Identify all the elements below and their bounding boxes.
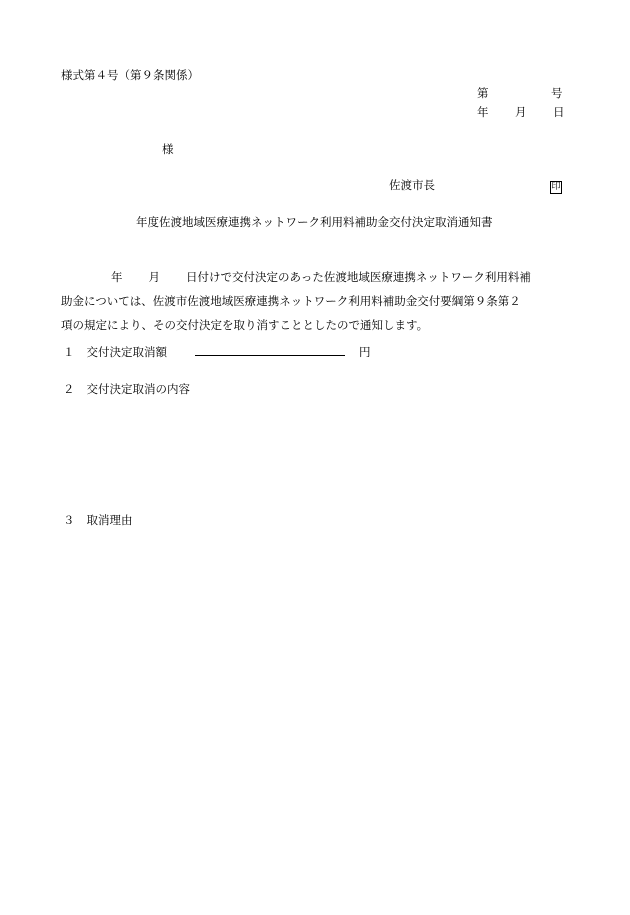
body-year: 年 <box>111 270 123 284</box>
item-2 <box>63 382 190 396</box>
body-line-2: 助金については、佐渡市佐渡地域医療連携ネットワーク利用料補助金交付要綱第９条第２ <box>61 294 521 308</box>
body-line-3: 項の規定により、その交付決定を取り消すこととしたので通知します。 <box>61 318 429 332</box>
amount-blank-line <box>195 345 345 356</box>
item-3 <box>63 513 133 527</box>
doc-number-dai: 第 <box>477 86 489 100</box>
item-1-label: 交付決定取消額 <box>86 345 167 359</box>
seal-mark: 印 <box>551 182 561 192</box>
item-3-number: ３ <box>63 513 75 527</box>
date-month: 月 <box>515 105 527 119</box>
item-1 <box>63 345 371 359</box>
item-3-label: 取消理由 <box>86 513 133 527</box>
body-paragraph <box>61 265 581 337</box>
date-year: 年 <box>477 105 489 119</box>
form-label: 様式第４号（第９条関係） <box>61 68 199 82</box>
doc-number-go: 号 <box>551 86 563 100</box>
body-line-1 <box>61 265 581 289</box>
date-day: 日 <box>553 105 565 119</box>
document-title: 年度佐渡地域医療連携ネットワーク利用料補助金交付決定取消通知書 <box>136 215 493 229</box>
addressee-suffix: 様 <box>162 142 174 156</box>
body-month: 月 <box>148 270 160 284</box>
item-2-label: 交付決定取消の内容 <box>86 382 190 396</box>
item-1-number: １ <box>63 345 75 359</box>
item-2-number: ２ <box>63 382 75 396</box>
body-line-1-text: 日付けで交付決定のあった佐渡地域医療連携ネットワーク利用料補 <box>186 270 531 284</box>
item-1-unit: 円 <box>359 345 371 359</box>
issuer-title: 佐渡市長 <box>389 178 435 192</box>
